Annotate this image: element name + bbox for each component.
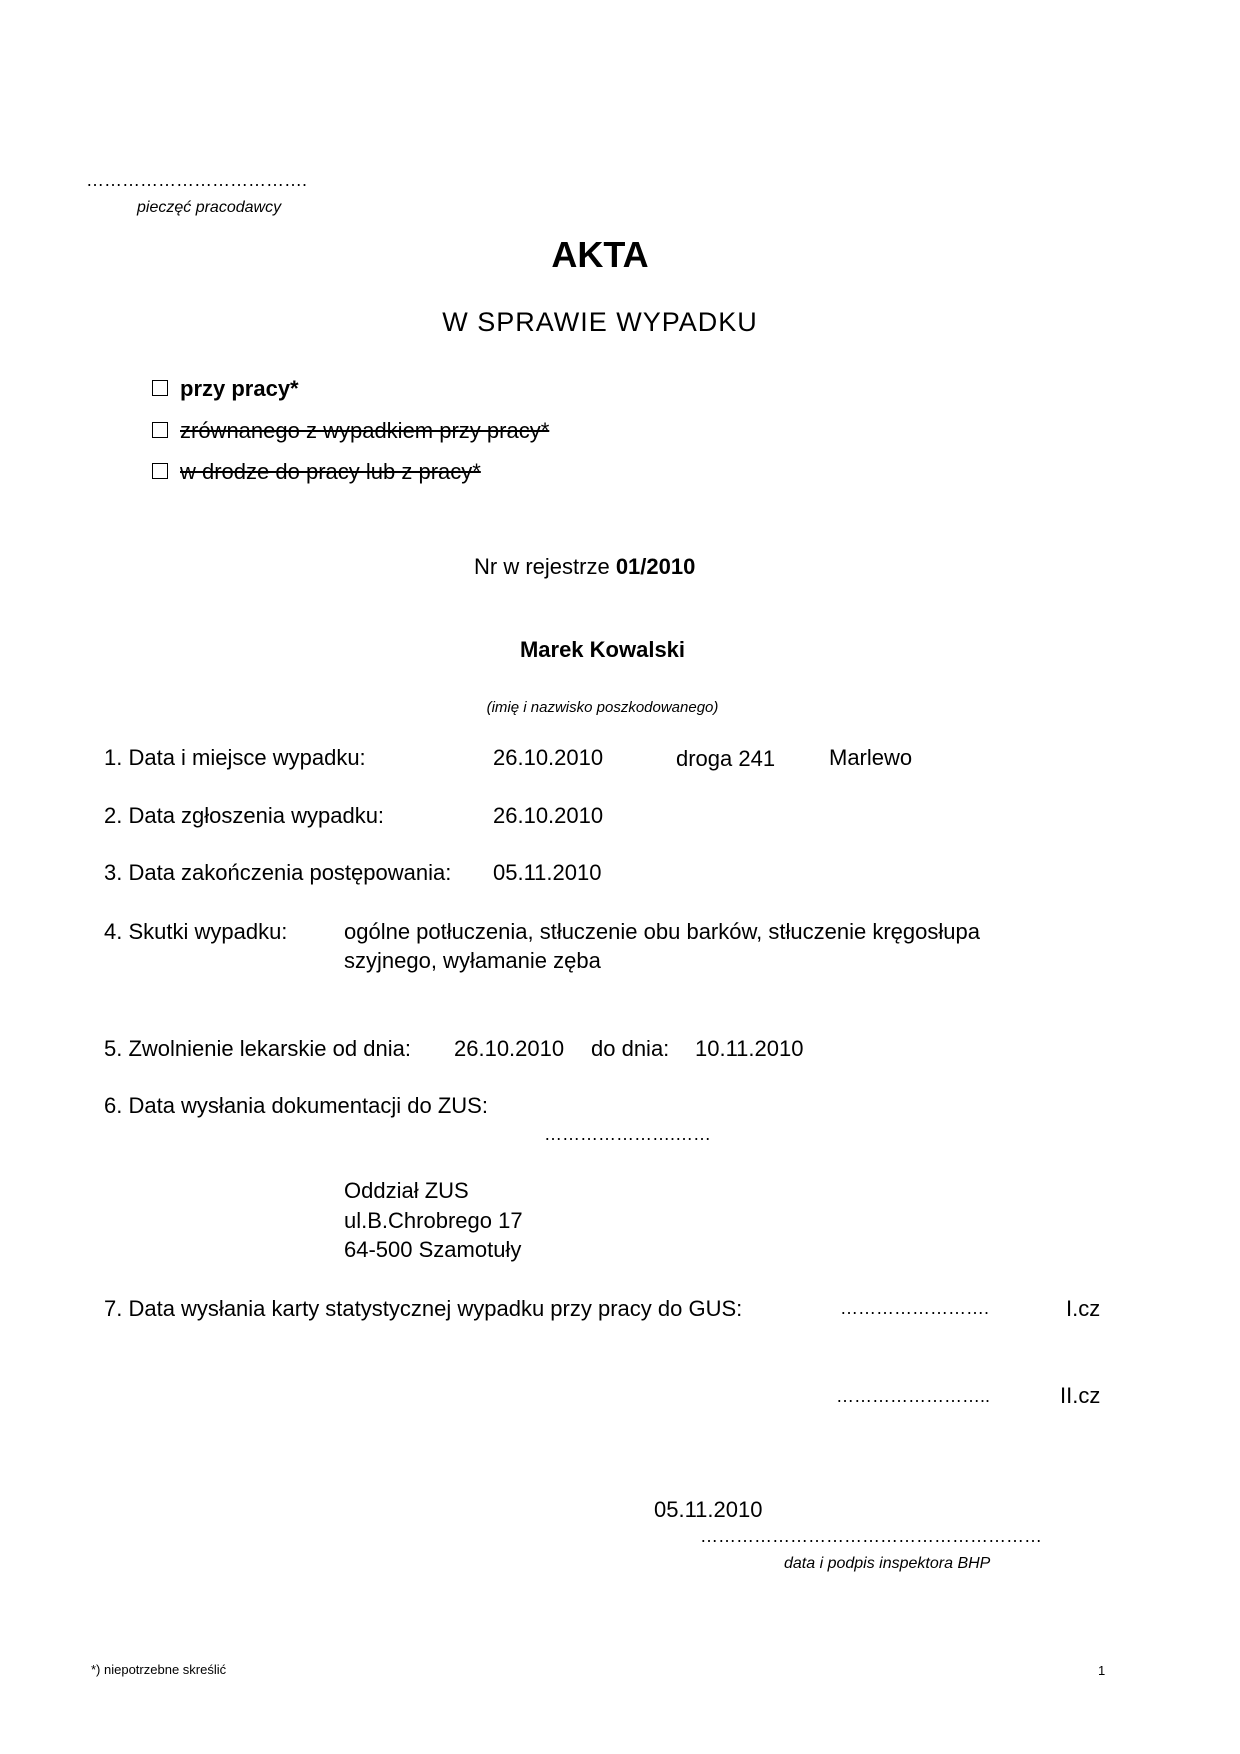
employer-stamp-dots: ………………………………. [86,170,308,190]
item-7-dots-2: …………………….. [836,1386,991,1406]
checkbox-icon [152,380,168,396]
victim-caption: (imię i nazwisko poszkodowanego) [486,699,719,716]
item-1-label: 1. Data i miejsce wypadku: [104,745,366,770]
registry-line [474,554,695,580]
footer-note: *) niepotrzebne skreślić [91,1662,227,1677]
item-5-from: 26.10.2010 [454,1036,565,1061]
option-label: w drodze do pracy lub z pracy* [180,459,481,484]
item-7-dots-1: ……………………. [840,1298,990,1318]
signature-label: data i podpis inspektora BHP [784,1555,991,1572]
item-2-date: 26.10.2010 [493,803,604,828]
checkbox-icon [152,422,168,438]
item-1-date: 26.10.2010 [493,745,604,770]
zus-address-line-3: 64-500 Szamotuły [344,1237,522,1262]
signature-date: 05.11.2010 [654,1497,763,1522]
signature-dots: ………………………………………………… [700,1526,1042,1546]
item-5-to-label: do dnia: [591,1036,670,1061]
document-subtitle: W SPRAWIE WYPADKU [442,307,758,337]
item-2-label: 2. Data zgłoszenia wypadku: [104,803,385,828]
item-1-place2: Marlewo [829,745,913,770]
item-5-label: 5. Zwolnienie lekarskie od dnia: [104,1036,411,1061]
registry-label: Nr w rejestrze [474,554,610,579]
item-6-dots: ………………….…… [544,1124,712,1144]
item-4-line2: szyjnego, wyłamanie zęba [344,948,601,973]
zus-address-line-1: Oddział ZUS [344,1178,469,1203]
item-7-part-1: I.cz [1066,1296,1101,1321]
registry-number: 01/2010 [615,554,696,579]
option-label: zrównanego z wypadkiem przy pracy* [180,418,550,443]
page-number: 1 [1098,1663,1106,1678]
document-title: AKTA [551,234,649,275]
option-commute [152,459,481,485]
employer-stamp-label: pieczęć pracodawcy [137,199,282,216]
item-4-label: 4. Skutki wypadku: [104,919,288,944]
victim-name: Marek Kowalski [519,637,686,662]
option-at-work [152,376,299,402]
item-1-place1: droga 241 [676,746,776,771]
item-7-part-2: II.cz [1060,1383,1101,1408]
item-3-label: 3. Data zakończenia postępowania: [104,860,452,885]
item-5-to: 10.11.2010 [695,1036,804,1061]
option-label: przy pracy* [180,376,299,401]
zus-address-line-2: ul.B.Chrobrego 17 [344,1208,523,1233]
item-7-label: 7. Data wysłania karty statystycznej wypadku przy pracy do GUS: [104,1296,743,1321]
item-3-date: 05.11.2010 [493,860,602,885]
item-4-line1: ogólne potłuczenia, stłuczenie obu barków, stłuczenie kręgosłupa [344,919,980,944]
checkbox-icon [152,463,168,479]
item-6-label: 6. Data wysłania dokumentacji do ZUS: [104,1093,488,1118]
option-equivalent [152,418,549,444]
